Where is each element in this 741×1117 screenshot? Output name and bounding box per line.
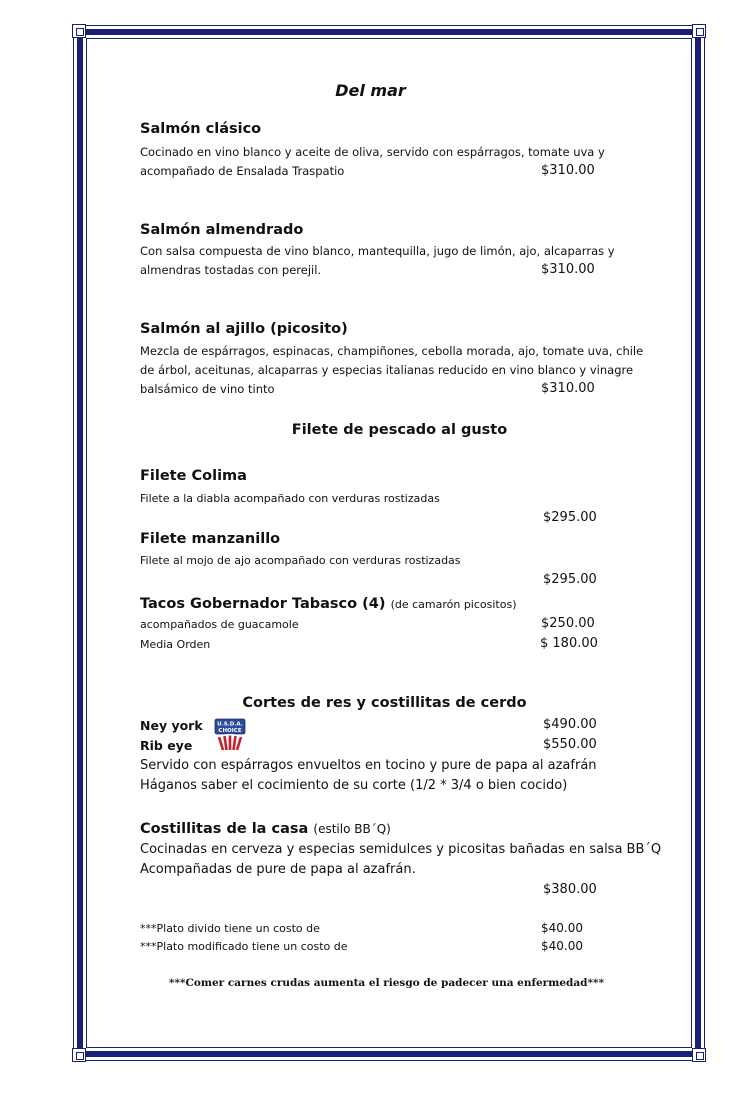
item-desc: almendras tostadas con perejil.	[140, 263, 322, 277]
item-desc: Con salsa compuesta de vino blanco, mantequilla, jugo de limón, ajo, alcaparras y	[140, 244, 615, 258]
item-desc: de árbol, aceitunas, alcaparras y especias italianas reducido en vino blanco y vinagre	[140, 363, 634, 377]
item-desc: acompañados de guacamole	[140, 618, 299, 631]
tacos-name: Tacos Gobernador Tabasco (4)	[140, 596, 386, 612]
usda-choice-logo	[214, 718, 246, 752]
item-price: $310.00	[541, 163, 595, 178]
item-name-tacos	[140, 593, 517, 612]
item-desc: Filete al mojo de ajo acompañado con verduras rostizadas	[140, 554, 461, 567]
item-price: $550.00	[543, 737, 597, 752]
item-desc: balsámico de vino tinto	[140, 382, 275, 396]
corner-ornament-top-right	[692, 24, 706, 38]
half-order-price: $ 180.00	[540, 636, 598, 651]
section-heading-del-mar: Del mar	[335, 81, 406, 100]
usda-logo-text-1: U.S.D.A.	[217, 721, 243, 728]
section-heading-filete: Filete de pescado al gusto	[291, 422, 508, 438]
item-name-salmon-clasico: Salmón clásico	[140, 121, 262, 137]
item-price: $310.00	[541, 262, 595, 277]
section-heading-cortes: Cortes de res y costillitas de cerdo	[242, 695, 527, 711]
item-name-costillitas	[140, 818, 391, 837]
extra-price: $40.00	[541, 921, 583, 935]
item-desc: Acompañadas de pure de papa al azafrán.	[140, 862, 416, 877]
item-price: $380.00	[543, 882, 597, 897]
cortes-desc-line1: Servido con espárragos envueltos en tocino y pure de papa al azafrán	[140, 758, 597, 773]
costillitas-name: Costillitas de la casa	[140, 821, 309, 837]
usda-logo-text-2: CHOICE	[218, 728, 242, 734]
item-name-salmon-almendrado: Salmón almendrado	[140, 222, 304, 238]
cortes-desc-line2: Háganos saber el cocimiento de su corte (1/2 * 3/4 o bien cocido)	[140, 778, 568, 793]
raw-meat-warning: ***Comer carnes crudas aumenta el riesgo de padecer una enfermedad***	[169, 977, 604, 989]
corner-ornament-top-left	[72, 24, 86, 38]
item-name-ribeye: Rib eye	[140, 738, 193, 753]
item-desc: Filete a la diabla acompañado con verduras rostizadas	[140, 492, 440, 505]
item-desc: Cocinadas en cerveza y especias semidulces y picositas bañadas en salsa BB´Q	[140, 842, 662, 857]
item-price: $490.00	[543, 717, 597, 732]
item-name-ny: Ney york	[140, 718, 203, 733]
item-price: $310.00	[541, 381, 595, 396]
item-desc: acompañado de Ensalada Traspatio	[140, 164, 345, 178]
item-price: $250.00	[541, 616, 595, 631]
item-name-filete-colima: Filete Colima	[140, 468, 247, 484]
item-desc: Cocinado en vino blanco y aceite de oliva, servido con espárragos, tomate uva y	[140, 145, 605, 159]
extra-price: $40.00	[541, 939, 583, 953]
item-desc: Mezcla de espárragos, espinacas, champiñones, cebolla morada, ajo, tomate uva, chile	[140, 344, 644, 358]
extra-label: ***Plato modificado tiene un costo de	[140, 940, 348, 953]
item-price: $295.00	[543, 572, 597, 587]
item-name-filete-manzanillo: Filete manzanillo	[140, 531, 281, 547]
item-price: $295.00	[543, 510, 597, 525]
corner-ornament-bottom-right	[692, 1048, 706, 1062]
costillitas-note: (estilo BB´Q)	[313, 822, 391, 836]
corner-ornament-bottom-left	[72, 1048, 86, 1062]
half-order-label: Media Orden	[140, 638, 211, 651]
tacos-note: (de camarón picositos)	[390, 598, 517, 611]
item-name-salmon-ajillo: Salmón al ajillo (picosito)	[140, 321, 348, 337]
extra-label: ***Plato divido tiene un costo de	[140, 922, 320, 935]
